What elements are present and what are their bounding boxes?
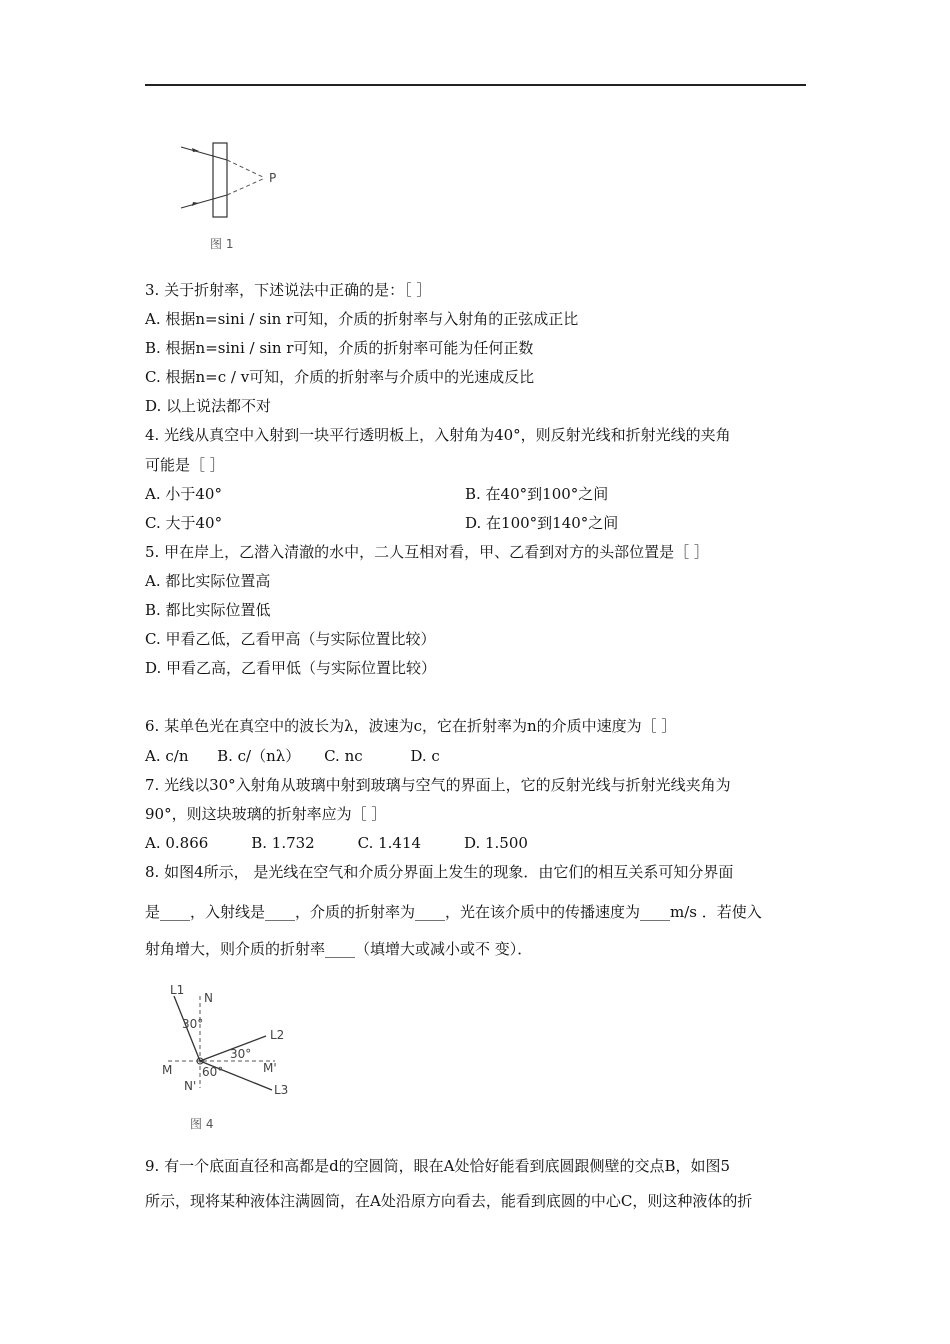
q5-option-d: D. 甲看乙高，乙看甲低（与实际位置比较） <box>145 659 437 677</box>
figure-4-label-l2: L2 <box>270 1028 285 1042</box>
q8-line2: 是____，入射线是____，介质的折射率为____，光在该介质中的传播速度为____m/s ．若使入 <box>145 903 762 921</box>
q6-stem: 6. 某单色光在真空中的波长为λ，波速为c，它在折射率为n的介质中速度为［ ］ <box>145 717 677 735</box>
figure-4-label-l3: L3 <box>274 1083 289 1097</box>
figure-1-diagram <box>175 135 285 225</box>
figure-4-label-l1: L1 <box>170 983 185 997</box>
figure-4-caption: 图 4 <box>190 1117 214 1131</box>
q5-option-a: A. 都比实际位置高 <box>145 572 271 590</box>
figure-4-label-n: N <box>204 991 213 1005</box>
q4-option-c: C. 大于40° <box>145 514 223 532</box>
figure-1 <box>175 135 285 225</box>
q5-option-c: C. 甲看乙低，乙看甲高（与实际位置比较） <box>145 630 436 648</box>
q4-option-a: A. 小于40° <box>145 485 222 503</box>
header-rule <box>145 84 806 86</box>
q3-option-b: B. 根据n=sini / sin r可知，介质的折射率可能为任何正数 <box>145 339 534 357</box>
figure-1-caption: 图 1 <box>210 237 234 251</box>
q4-stem-line2: 可能是［ ］ <box>145 456 225 474</box>
q3-option-c: C. 根据n=c / v可知，介质的折射率与介质中的光速成反比 <box>145 368 535 386</box>
figure-4-label-m-prime: M' <box>263 1061 277 1075</box>
q4-option-d: D. 在100°到140°之间 <box>465 514 619 532</box>
q4-option-b: B. 在40°到100°之间 <box>465 485 609 503</box>
q9-line1: 9. 有一个底面直径和高都是d的空圆筒，眼在A处恰好能看到底圆跟侧壁的交点B，如图5 <box>145 1157 731 1175</box>
figure-4-angle-30a: 30° <box>182 1017 204 1031</box>
q5-option-b: B. 都比实际位置低 <box>145 601 271 619</box>
q7-options: A. 0.866 B. 1.732 C. 1.414 D. 1.500 <box>145 834 528 852</box>
q4-stem-line1: 4. 光线从真空中入射到一块平行透明板上，入射角为40°，则反射光线和折射光线的夹角 <box>145 426 731 444</box>
q7-stem-line1: 7. 光线以30°入射角从玻璃中射到玻璃与空气的界面上，它的反射光线与折射光线夹角为 <box>145 776 731 794</box>
q8-line1: 8. 如图4所示， 是光线在空气和介质分界面上发生的现象．由它们的相互关系可知分界面 <box>145 863 734 881</box>
figure-4-angle-60: 60° <box>202 1065 224 1079</box>
q7-stem-line2: 90°，则这块玻璃的折射率应为［ ］ <box>145 805 387 823</box>
figure-4-label-m: M <box>162 1063 173 1077</box>
q9-line2: 所示，现将某种液体注满圆筒，在A处沿原方向看去，能看到底圆的中心C，则这种液体的折 <box>145 1192 753 1210</box>
figure-4 <box>160 982 300 1097</box>
figure-4-diagram <box>160 982 300 1097</box>
q8-line3: 射角增大，则介质的折射率____（填增大或减小或不 变）． <box>145 940 533 958</box>
figure-4-angle-30b: 30° <box>230 1047 252 1061</box>
q3-option-d: D. 以上说法都不对 <box>145 397 272 415</box>
figure-1-point-label: P <box>269 171 277 185</box>
q3-stem: 3. 关于折射率，下述说法中正确的是：［ ］ <box>145 281 432 299</box>
q5-stem: 5. 甲在岸上，乙潜入清澈的水中，二人互相对看，甲、乙看到对方的头部位置是［ ］ <box>145 543 709 561</box>
q6-options: A. c/n B. c/（nλ） C. nc D. c <box>145 747 440 765</box>
figure-4-label-n-prime: N' <box>184 1079 197 1093</box>
q3-option-a: A. 根据n=sini / sin r可知，介质的折射率与入射角的正弦成正比 <box>145 310 579 328</box>
